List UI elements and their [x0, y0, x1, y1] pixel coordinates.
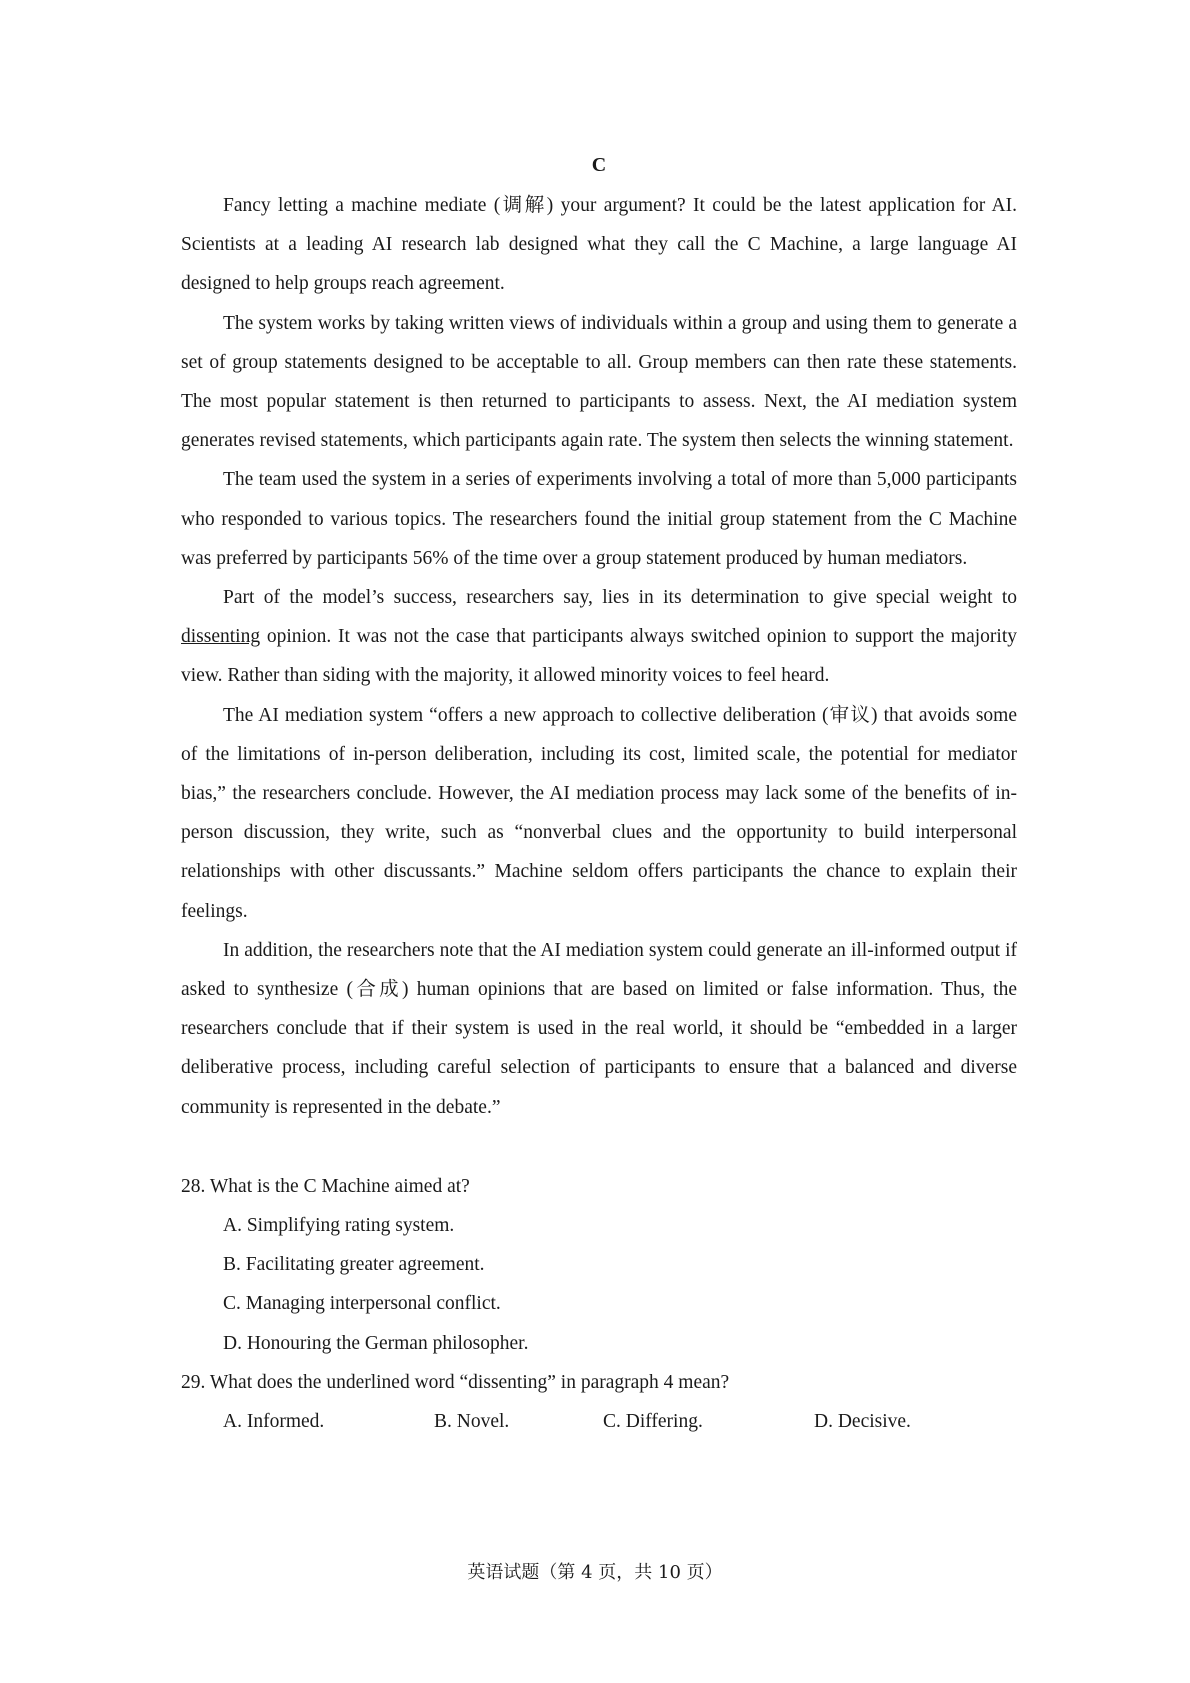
question-29-option-a: A. Informed.: [223, 1411, 325, 1433]
passage-paragraph-1: Fancy letting a machine mediate (调解) your argument? It could be the latest application for AI. Scientists at a leading AI research lab designed what they call the C Machine, a large language AI designed to help groups reach agreement.: [181, 195, 1017, 295]
passage-paragraph-4: [181, 578, 1017, 696]
question-29-options: [223, 1402, 1017, 1441]
passage-paragraph-3: The team used the system in a series of experiments involving a total of more than 5,000 participants who responded to various topics. The researchers found the initial group statement from the C Machine was preferred by participants 56% of the time over a group statement produced by human mediators.: [181, 469, 1017, 569]
exam-page: [181, 150, 1017, 1441]
underlined-word-dissenting: dissenting: [181, 626, 261, 648]
question-29-option-c: C. Differing.: [603, 1411, 703, 1433]
question-29-option-b: B. Novel.: [434, 1411, 510, 1433]
question-28-stem: 28. What is the C Machine aimed at?: [181, 1175, 470, 1197]
page-footer: 英语试题（第 4 页，共 10 页）: [467, 1562, 723, 1583]
question-29-option-d: D. Decisive.: [814, 1411, 911, 1433]
section-label: C: [591, 154, 607, 176]
paragraph-4-text-after: opinion. It was not the case that participants always switched opinion to support the majority view. Rather than siding with the majority, it allowed minority voices to feel heard.: [181, 626, 1017, 687]
question-28-option-a: A. Simplifying rating system.: [223, 1215, 455, 1237]
questions-section: [181, 1167, 1017, 1441]
question-28-option-b: B. Facilitating greater agreement.: [223, 1254, 485, 1276]
paragraph-4-text-before: Part of the model’s success, researchers say, lies in its determination to give special weight to: [223, 587, 1017, 609]
question-29-stem: 29. What does the underlined word “dissenting” in paragraph 4 mean?: [181, 1371, 730, 1393]
question-28-option-d: D. Honouring the German philosopher.: [223, 1332, 529, 1354]
question-28-option-c: C. Managing interpersonal conflict.: [223, 1293, 501, 1315]
passage-paragraph-6: In addition, the researchers note that the AI mediation system could generate an ill-informed output if asked to synthesize (合成) human opinions that are based on limited or false information. Thus, the researchers conclude that if their system is used in the real world, it should be “embedded in a larger deliberative process, including careful selection of participants to ensure that a balanced and diverse community is represented in the debate.”: [181, 939, 1017, 1118]
passage-paragraph-2: The system works by taking written views of individuals within a group and using them to generate a set of group statements designed to be acceptable to all. Group members can then rate these statements. The most popular statement is then returned to participants to assess. Next, the AI mediation system generates revised statements, which participants again rate. The system then selects the winning statement.: [181, 312, 1017, 452]
passage-paragraph-5: The AI mediation system “offers a new approach to collective deliberation (审议) that avoids some of the limitations of in-person deliberation, including its cost, limited scale, the potential for mediator bias,” the researchers conclude. However, the AI mediation process may lack some of the benefits of in-person discussion, they write, such as “nonverbal clues and the opportunity to build interpersonal relationships with other discussants.” Machine seldom offers participants the chance to explain their feelings.: [181, 704, 1017, 922]
